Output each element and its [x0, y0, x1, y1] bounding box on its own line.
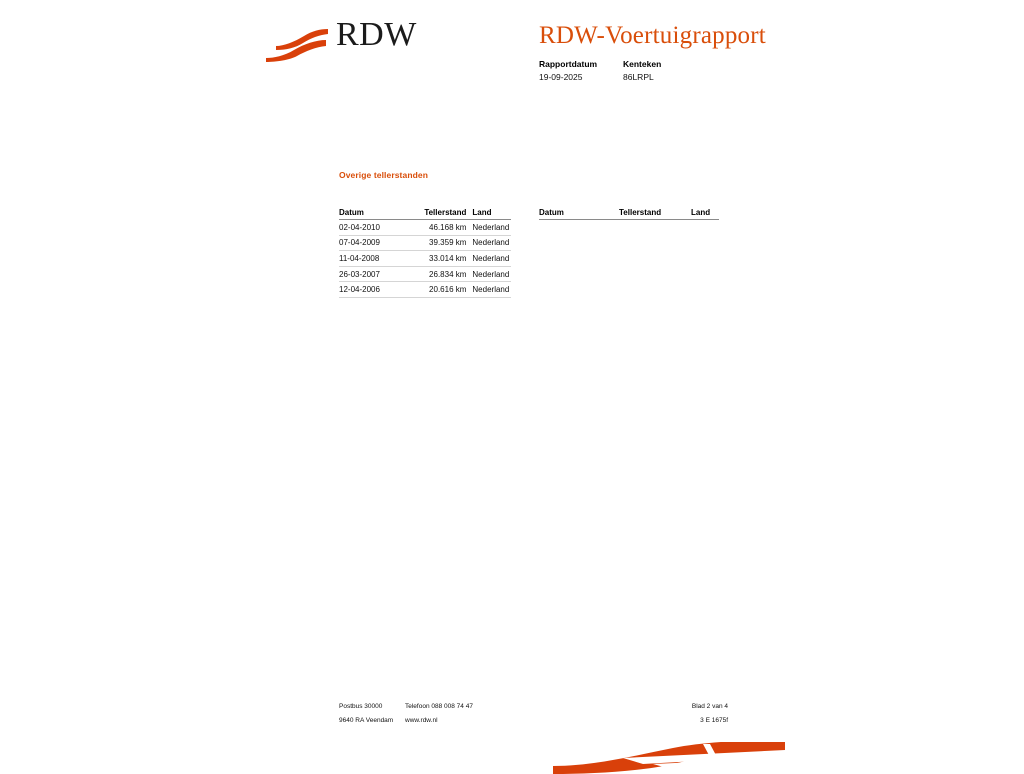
- column-header-tellerstand: Tellerstand: [424, 207, 467, 217]
- rdw-logo-icon: [264, 28, 330, 64]
- table-body-left: [339, 220, 511, 298]
- cell-datum: 12-04-2006: [339, 285, 380, 295]
- table-row: [339, 220, 511, 236]
- footer-website[interactable]: www.rdw.nl: [405, 717, 438, 724]
- table-header-row: [539, 205, 719, 220]
- column-header-land: Land: [691, 207, 711, 217]
- column-header-land: Land: [472, 207, 492, 217]
- section-title-overige-tellerstanden: Overige tellerstanden: [339, 170, 429, 180]
- cell-datum: 07-04-2009: [339, 238, 380, 248]
- plate-label: Kenteken: [623, 59, 662, 69]
- cell-land: Nederland: [472, 269, 510, 279]
- plate-value: 86LRPL: [623, 72, 654, 83]
- odometer-table-right: [539, 205, 719, 220]
- cell-datum: 11-04-2008: [339, 253, 380, 263]
- table-header-row: [339, 205, 511, 220]
- odometer-table-left: [339, 205, 511, 298]
- column-header-datum: Datum: [339, 207, 364, 217]
- cell-tellerstand: 33.014 km: [429, 253, 467, 263]
- footer-address-line2: 9640 RA Veendam: [339, 717, 394, 724]
- cell-datum: 26-03-2007: [339, 269, 380, 279]
- plate-block: [623, 58, 661, 84]
- cell-land: Nederland: [472, 285, 510, 295]
- rdw-wordmark: RDW: [336, 16, 417, 53]
- cell-tellerstand: 26.834 km: [429, 269, 467, 279]
- page-title: RDW-Voertuigrapport: [539, 22, 766, 49]
- cell-tellerstand: 20.616 km: [429, 285, 467, 295]
- footer-page-info: Blad 2 van 4: [691, 703, 728, 710]
- table-row: [339, 236, 511, 252]
- cell-land: Nederland: [472, 222, 510, 232]
- table-row: [339, 282, 511, 298]
- footer-address-line1: Postbus 30000: [339, 703, 383, 710]
- column-header-tellerstand: Tellerstand: [619, 207, 662, 217]
- footer-doc-code: 3 E 1675f: [700, 717, 728, 724]
- column-header-datum: Datum: [539, 207, 564, 217]
- cell-tellerstand: 39.359 km: [429, 238, 467, 248]
- cell-tellerstand: 46.168 km: [429, 222, 467, 232]
- report-date-label: Rapportdatum: [539, 59, 598, 69]
- footer-logo-icon: [553, 742, 785, 774]
- cell-land: Nederland: [472, 238, 510, 248]
- report-date-value: 19-09-2025: [539, 72, 583, 83]
- footer-phone: Telefoon 088 008 74 47: [405, 703, 473, 710]
- report-date-block: [539, 58, 597, 84]
- cell-land: Nederland: [472, 253, 510, 263]
- table-row: [339, 267, 511, 283]
- cell-datum: 02-04-2010: [339, 222, 380, 232]
- table-row: [339, 251, 511, 267]
